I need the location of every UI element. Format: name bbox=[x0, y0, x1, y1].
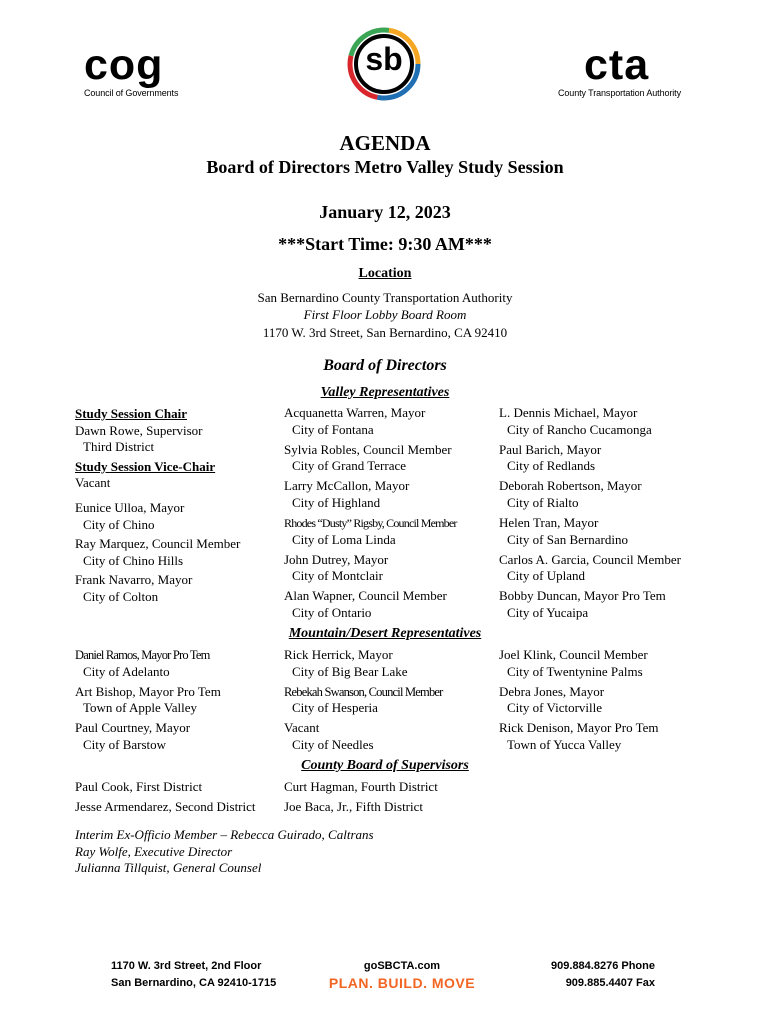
list-item bbox=[284, 720, 443, 753]
cog-logo-subtitle: Council of Governments bbox=[84, 88, 179, 98]
member-name: Sylvia Robles, Council Member bbox=[284, 441, 452, 457]
member-name: Deborah Robertson, Mayor bbox=[499, 478, 642, 494]
member-city: City of Montclair bbox=[292, 568, 383, 584]
supervisor-item: Joe Baca, Jr., Fifth District bbox=[284, 799, 424, 815]
sb-logo-text: sb bbox=[365, 41, 403, 77]
valley-col2 bbox=[284, 405, 457, 622]
member-city: City of Hesperia bbox=[292, 700, 378, 716]
member-name: Daniel Ramos, Mayor Pro Tem bbox=[75, 648, 210, 662]
member-name: Alan Wapner, Council Member bbox=[284, 588, 447, 604]
sb-logo bbox=[346, 26, 422, 102]
member-name: Acquanetta Warren, Mayor bbox=[284, 405, 426, 420]
list-item bbox=[284, 647, 443, 680]
member-city: Town of Yucca Valley bbox=[507, 736, 622, 752]
chair-name: Dawn Rowe, Supervisor bbox=[75, 422, 203, 438]
list-item bbox=[499, 647, 659, 680]
list-item bbox=[499, 442, 681, 475]
member-city: City of Chino Hills bbox=[83, 552, 184, 568]
vice-chair-name: Vacant bbox=[75, 475, 111, 491]
list-item bbox=[499, 405, 681, 438]
supervisor-item: Curt Hagman, Fourth District bbox=[284, 779, 438, 794]
list-item bbox=[284, 588, 457, 621]
staff-block bbox=[75, 827, 374, 877]
valley-col1 bbox=[75, 500, 240, 606]
member-city: City of Chino bbox=[83, 516, 155, 532]
member-name: Larry McCallon, Mayor bbox=[284, 478, 410, 494]
list-item bbox=[499, 720, 659, 753]
valley-chair-block bbox=[75, 406, 215, 492]
location-label bbox=[0, 265, 770, 283]
list-item bbox=[499, 684, 659, 717]
member-name: Rhodes “Dusty” Rigsby, Council Member bbox=[284, 516, 457, 531]
list-item bbox=[499, 478, 681, 511]
member-city: City of Barstow bbox=[83, 736, 167, 752]
member-name: Rick Denison, Mayor Pro Tem bbox=[499, 720, 659, 736]
member-city: City of Fontana bbox=[292, 421, 374, 437]
staff-line: Julianna Tillquist, General Counsel bbox=[75, 860, 262, 876]
footer-fax: 909.885.4407 Fax bbox=[565, 977, 655, 989]
member-city: Town of Apple Valley bbox=[83, 700, 198, 716]
member-city: City of Upland bbox=[507, 568, 585, 584]
list-item bbox=[75, 572, 240, 605]
list-item bbox=[284, 552, 457, 585]
footer-address-line1: 1170 W. 3rd Street, 2nd Floor bbox=[111, 960, 262, 972]
supervisor-item: Paul Cook, First District bbox=[75, 779, 203, 794]
member-name: Helen Tran, Mayor bbox=[499, 515, 599, 531]
footer-website-link[interactable]: goSBCTA.com bbox=[363, 960, 441, 972]
member-name: Eunice Ulloa, Mayor bbox=[75, 500, 185, 515]
member-city: City of Rialto bbox=[507, 494, 579, 510]
cog-logo-text: cog bbox=[84, 41, 164, 89]
member-name: Paul Courtney, Mayor bbox=[75, 720, 191, 736]
board-of-directors-heading: Board of Directors bbox=[323, 357, 447, 374]
member-city: City of Ontario bbox=[292, 605, 372, 621]
cta-logo-text: cta bbox=[584, 41, 650, 89]
member-name: Joel Klink, Council Member bbox=[499, 647, 648, 662]
start-time: ***Start Time: 9:30 AM*** bbox=[278, 234, 492, 254]
member-city: City of Grand Terrace bbox=[292, 458, 406, 474]
agenda-title: AGENDA bbox=[339, 131, 431, 155]
footer-contact bbox=[520, 958, 655, 992]
member-city: City of Loma Linda bbox=[292, 531, 396, 547]
list-item bbox=[75, 684, 221, 717]
list-item bbox=[284, 684, 443, 717]
member-city: City of Yucaipa bbox=[507, 605, 589, 621]
member-name: Bobby Duncan, Mayor Pro Tem bbox=[499, 588, 666, 604]
list-item bbox=[499, 515, 681, 548]
chair-district: Third District bbox=[83, 439, 155, 455]
staff-line: Interim Ex-Officio Member – Rebecca Guirado, Caltrans bbox=[75, 827, 374, 842]
list-item bbox=[499, 552, 681, 585]
county-left bbox=[75, 779, 256, 816]
valley-heading: Valley Representatives bbox=[320, 385, 450, 400]
location-label-text: Location bbox=[358, 266, 412, 281]
location-line-3: 1170 W. 3rd Street, San Bernardino, CA 92410 bbox=[262, 325, 508, 340]
member-city: City of Big Bear Lake bbox=[292, 663, 408, 679]
member-name: Ray Marquez, Council Member bbox=[75, 536, 241, 552]
member-city: City of San Bernardino bbox=[507, 531, 628, 547]
member-city: City of Needles bbox=[292, 736, 374, 752]
mountain-heading: Mountain/Desert Representatives bbox=[288, 626, 482, 641]
footer-center bbox=[325, 958, 479, 992]
meeting-date: January 12, 2023 bbox=[319, 202, 451, 222]
member-city: City of Colton bbox=[83, 588, 159, 604]
list-item bbox=[75, 647, 221, 680]
list-item bbox=[75, 720, 221, 753]
county-heading: County Board of Supervisors bbox=[301, 758, 469, 773]
mountain-col1 bbox=[75, 647, 221, 754]
mountain-col2 bbox=[284, 647, 443, 754]
chair-label: Study Session Chair bbox=[75, 406, 187, 421]
staff-line: Ray Wolfe, Executive Director bbox=[75, 843, 233, 859]
member-name: Rick Herrick, Mayor bbox=[284, 647, 393, 662]
member-name: Vacant bbox=[284, 720, 320, 736]
member-name: Art Bishop, Mayor Pro Tem bbox=[75, 683, 221, 699]
list-item bbox=[284, 405, 457, 438]
vice-chair-label: Study Session Vice-Chair bbox=[75, 458, 216, 474]
member-name: L. Dennis Michael, Mayor bbox=[499, 405, 638, 420]
footer-address-line2: San Bernardino, CA 92410-1715 bbox=[111, 977, 277, 989]
member-city: City of Rancho Cucamonga bbox=[507, 421, 652, 437]
member-city: City of Victorville bbox=[507, 700, 603, 716]
board-title: Board of Directors Metro Valley Study Session bbox=[206, 157, 564, 177]
list-item bbox=[284, 478, 457, 511]
list-item bbox=[499, 588, 681, 621]
mountain-col3 bbox=[499, 647, 659, 754]
member-name: Carlos A. Garcia, Council Member bbox=[499, 551, 681, 567]
list-item bbox=[75, 500, 240, 533]
member-city: City of Adelanto bbox=[83, 663, 170, 679]
member-name: Frank Navarro, Mayor bbox=[75, 572, 193, 588]
member-name: Debra Jones, Mayor bbox=[499, 683, 605, 699]
list-item bbox=[75, 536, 240, 569]
location-line-1: San Bernardino County Transportation Authority bbox=[257, 290, 513, 305]
footer-phone: 909.884.8276 Phone bbox=[551, 960, 655, 972]
supervisor-item: Jesse Armendarez, Second District bbox=[75, 799, 256, 815]
member-city: City of Redlands bbox=[507, 458, 596, 474]
list-item bbox=[284, 515, 457, 548]
valley-col3 bbox=[499, 405, 681, 622]
member-city: City of Twentynine Palms bbox=[507, 663, 643, 679]
county-right bbox=[284, 779, 438, 816]
member-name: John Dutrey, Mayor bbox=[284, 551, 389, 567]
footer-address bbox=[111, 958, 276, 992]
cog-logo bbox=[84, 41, 179, 98]
cta-logo bbox=[558, 41, 698, 98]
footer-tagline: PLAN. BUILD. MOVE bbox=[328, 975, 476, 991]
member-name: Paul Barich, Mayor bbox=[499, 441, 602, 457]
member-name: Rebekah Swanson, Council Member bbox=[284, 684, 443, 699]
location-line-2: First Floor Lobby Board Room bbox=[303, 307, 467, 322]
cta-logo-subtitle: County Transportation Authority bbox=[558, 88, 681, 98]
list-item bbox=[284, 442, 457, 475]
member-city: City of Highland bbox=[292, 494, 381, 510]
